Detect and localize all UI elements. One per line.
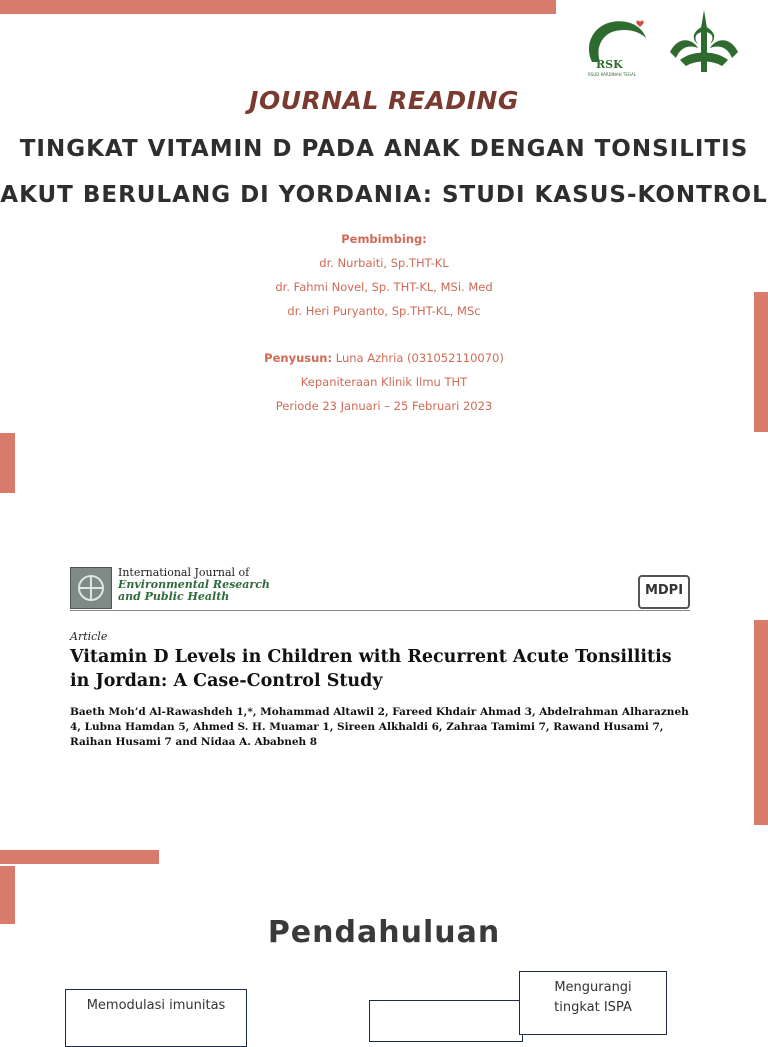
title-line-2: AKUT BERULANG DI YORDANIA: STUDI KASUS-KONTROL (0, 182, 768, 208)
author-label: Penyusun: (264, 351, 333, 365)
journal-name: International Journal of Environmental Research and Public Health (118, 566, 270, 603)
paper-header-image (56, 553, 704, 759)
title-line-1: TINGKAT VITAMIN D PADA ANAK DENGAN TONSILITIS (19, 136, 749, 162)
paper-title: Vitamin D Levels in Children with Recurrent Acute Tonsillitis in Jordan: A Case-Control Study (70, 647, 672, 691)
section-title: Pendahuluan (267, 915, 501, 950)
hospital-logo-mark: RSK (596, 58, 623, 71)
supervisor-1: dr. Nurbaiti, Sp.THT-KL (319, 256, 449, 270)
author-line (0, 351, 768, 365)
author-name: Luna Azhria (031052110070) (335, 351, 504, 365)
supervisor-2: dr. Fahmi Novel, Sp. THT-KL, MSi. Med (275, 280, 493, 294)
university-logo (664, 8, 744, 74)
diagram-box-left: Memodulasi imunitas (65, 989, 247, 1047)
top-accent-bar (0, 0, 556, 14)
diagram-box-connector (369, 1000, 523, 1042)
publisher-logo: MDPI (638, 575, 690, 609)
header-divider (70, 610, 690, 611)
program-line: Kepaniteraan Klinik Ilmu THT (300, 375, 468, 389)
hospital-logo-text: RSUD KARDINAH TEGAL (588, 72, 636, 77)
journal-reading-kicker: JOURNAL READING (249, 86, 519, 115)
period-line: Periode 23 Januari – 25 Februari 2023 (275, 399, 493, 413)
paper-authors: Baeth Moh’d Al-Rawashdeh 1,*, Mohammad Altawil 2, Fareed Khdair Ahmad 3, Abdelrahman Alharazneh 4, Lubna Hamdan 5, Ahmed S. H. Muamar 1, Sireen Alkhaldi 6, Zahraa Tamimi 7, Rawand Husami 7, Raihan Husami 7 and Nidaa A. Ababneh 8 (70, 706, 689, 748)
journal-logo-icon (70, 567, 112, 609)
supervisor-3: dr. Heri Puryanto, Sp.THT-KL, MSc (287, 304, 481, 318)
supervisor-label: Pembimbing: (341, 232, 427, 246)
mid-accent-bar (0, 850, 159, 864)
article-type: Article (70, 630, 108, 643)
hospital-logo (582, 16, 654, 78)
right-accent-bar-2 (754, 620, 768, 825)
diagram-box-right: Mengurangi tingkat ISPA (519, 971, 667, 1035)
left-accent-bar-1 (0, 433, 15, 493)
